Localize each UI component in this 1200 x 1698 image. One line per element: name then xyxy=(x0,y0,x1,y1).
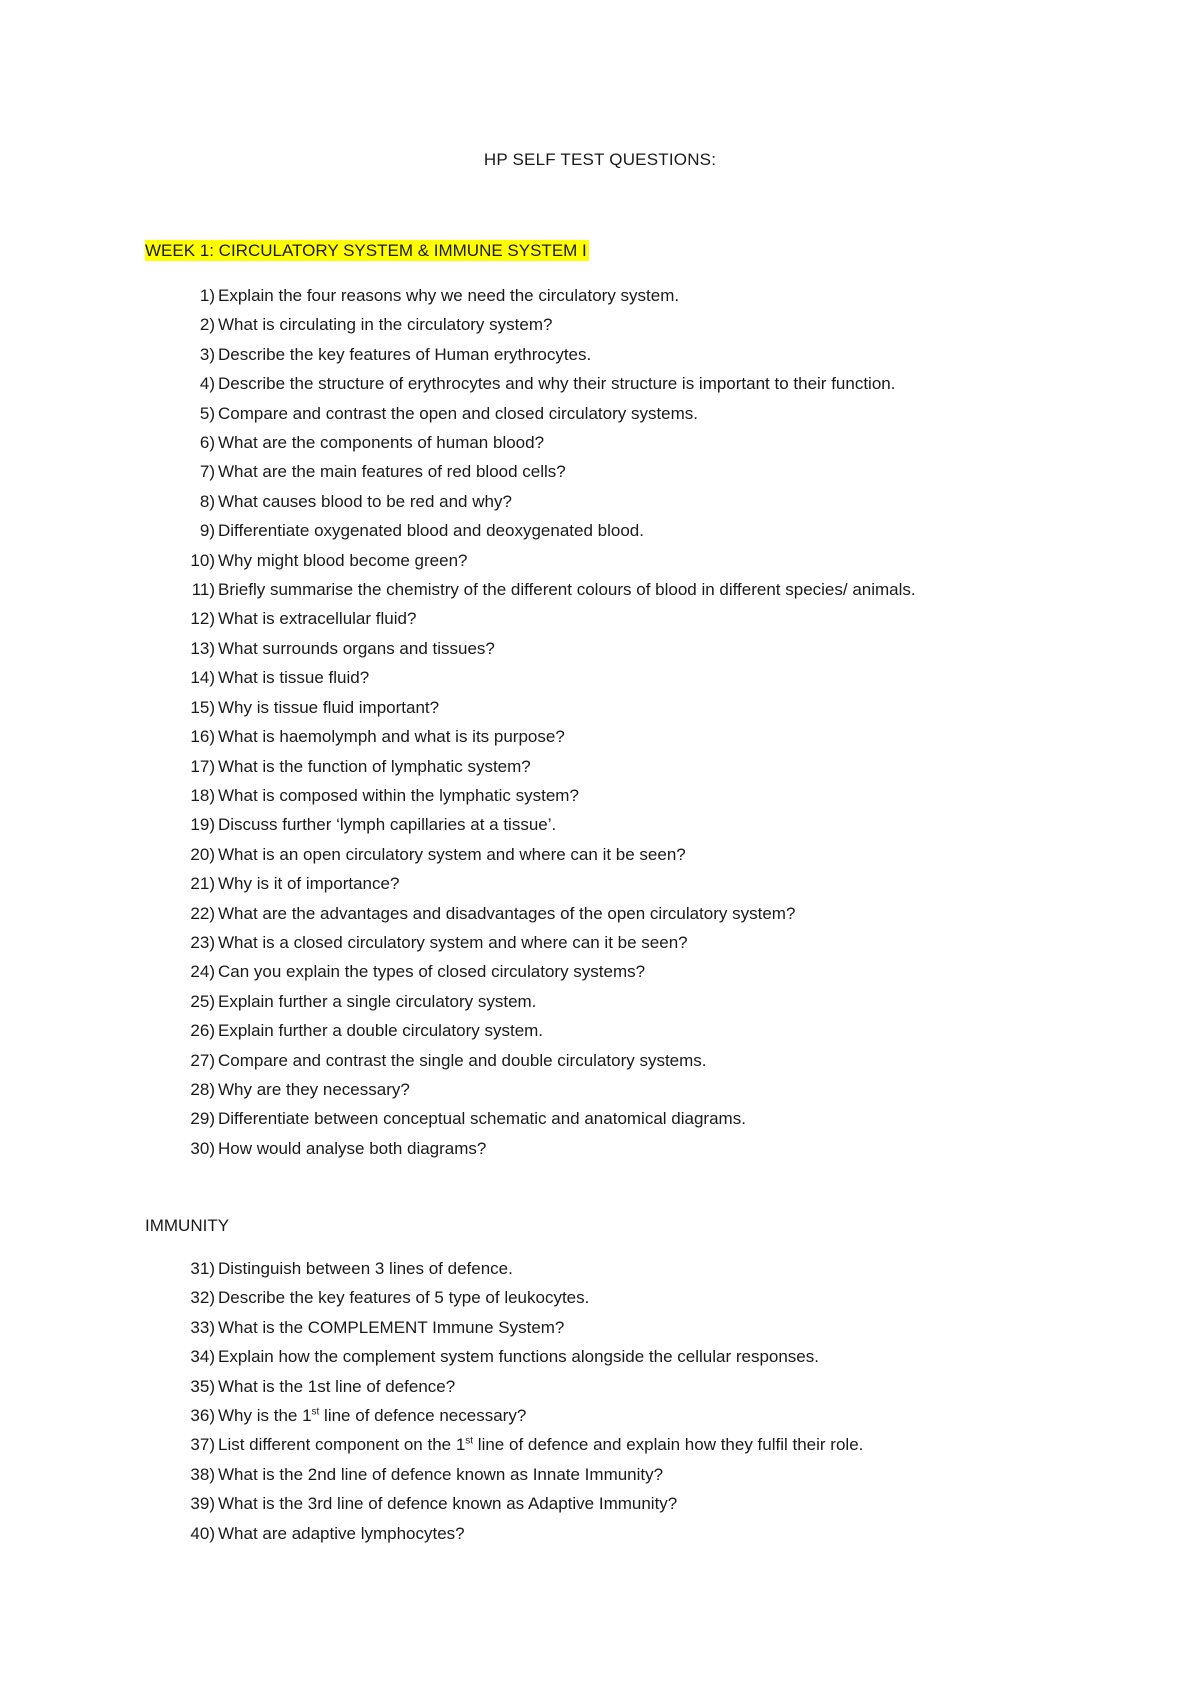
question-number: 24) xyxy=(190,962,215,982)
week1-question-list xyxy=(145,281,1075,1163)
question-item xyxy=(145,693,1075,722)
question-text: What is composed within the lymphatic system? xyxy=(218,785,579,805)
question-text: What is extracellular fluid? xyxy=(218,609,417,629)
question-text: Compare and contrast the open and closed circulatory systems. xyxy=(218,403,699,423)
question-number: 10) xyxy=(190,550,215,570)
question-text: Explain further a double circulatory system. xyxy=(218,1021,544,1041)
question-item xyxy=(145,1016,1075,1045)
week-heading-highlight: WEEK 1: CIRCULATORY SYSTEM & IMMUNE SYSTEM I xyxy=(145,241,587,260)
question-text: What is circulating in the circulatory system? xyxy=(218,315,553,335)
question-text: What is the 2nd line of defence known as Innate Immunity? xyxy=(218,1464,664,1484)
question-text: Can you explain the types of closed circulatory systems? xyxy=(218,962,646,982)
question-item xyxy=(145,1313,1075,1342)
question-number: 31) xyxy=(190,1259,215,1278)
question-item xyxy=(145,781,1075,810)
question-number: 32) xyxy=(190,1288,215,1308)
question-text: What are adaptive lymphocytes? xyxy=(218,1523,465,1543)
question-text: Explain further a single circulatory system. xyxy=(218,991,537,1011)
question-number: 2) xyxy=(199,315,215,335)
question-item xyxy=(145,457,1075,486)
question-text: Why might blood become green? xyxy=(218,550,468,570)
immunity-section-heading: IMMUNITY xyxy=(145,1216,230,1235)
question-item xyxy=(145,1283,1075,1312)
question-item xyxy=(145,957,1075,986)
immunity-question-list xyxy=(145,1254,1075,1548)
question-item xyxy=(145,1430,1075,1459)
question-item xyxy=(145,1075,1075,1104)
question-number: 3) xyxy=(199,344,215,364)
question-text: What are the main features of red blood cells? xyxy=(218,462,566,482)
question-text: Differentiate oxygenated blood and deoxygenated blood. xyxy=(218,521,644,541)
week-heading xyxy=(145,240,589,262)
question-number: 16) xyxy=(190,727,215,747)
question-item xyxy=(145,428,1075,457)
question-text: Why is tissue fluid important? xyxy=(218,697,440,717)
question-text: What is the function of lymphatic system? xyxy=(218,756,531,776)
question-item xyxy=(145,546,1075,575)
question-number: 14) xyxy=(190,668,215,688)
question-text: What surrounds organs and tissues? xyxy=(218,638,495,658)
ordinal-superscript: st xyxy=(465,1435,474,1447)
question-text: What are the advantages and disadvantages of the open circulatory system? xyxy=(218,903,796,923)
question-text: Describe the key features of Human erythrocytes. xyxy=(218,344,592,364)
question-number: 30) xyxy=(190,1138,215,1158)
question-item xyxy=(145,487,1075,516)
question-item xyxy=(145,1460,1075,1489)
question-number: 15) xyxy=(190,697,215,717)
question-item xyxy=(145,752,1075,781)
question-number: 22) xyxy=(190,903,215,923)
question-item xyxy=(145,928,1075,957)
question-number: 37) xyxy=(190,1435,215,1455)
question-item xyxy=(145,1401,1075,1430)
question-text: What is an open circulatory system and where can it be seen? xyxy=(218,844,686,864)
question-item xyxy=(145,663,1075,692)
question-number: 29) xyxy=(190,1109,215,1129)
question-number: 1) xyxy=(199,286,215,305)
question-number: 19) xyxy=(190,815,215,835)
question-item xyxy=(145,1134,1075,1163)
question-number: 17) xyxy=(190,756,215,776)
question-number: 38) xyxy=(190,1464,215,1484)
question-text-part: List different component on the 1 xyxy=(218,1435,466,1455)
question-item xyxy=(145,840,1075,869)
question-item xyxy=(145,1519,1075,1548)
question-item xyxy=(145,1372,1075,1401)
question-number: 20) xyxy=(190,844,215,864)
question-text: Discuss further ‘lymph capillaries at a tissue’. xyxy=(218,815,557,835)
question-item xyxy=(145,1489,1075,1518)
question-number: 21) xyxy=(190,874,215,894)
question-text: Explain the four reasons why we need the circulatory system. xyxy=(218,286,680,305)
question-item xyxy=(145,310,1075,339)
question-number: 13) xyxy=(190,638,215,658)
question-item xyxy=(145,1104,1075,1133)
question-number: 39) xyxy=(190,1494,215,1514)
question-text: Differentiate between conceptual schematic and anatomical diagrams. xyxy=(218,1109,746,1129)
question-number: 12) xyxy=(190,609,215,629)
question-number: 36) xyxy=(190,1406,215,1426)
question-item xyxy=(145,516,1075,545)
question-number: 26) xyxy=(190,1021,215,1041)
question-number: 4) xyxy=(199,374,215,394)
question-text: How would analyse both diagrams? xyxy=(218,1138,487,1158)
question-text: What are the components of human blood? xyxy=(218,433,545,453)
question-text xyxy=(218,1435,863,1454)
question-number: 23) xyxy=(190,932,215,952)
question-text: Describe the key features of 5 type of leukocytes. xyxy=(218,1288,590,1308)
question-item xyxy=(145,987,1075,1016)
question-item xyxy=(145,1254,1075,1283)
question-number: 7) xyxy=(199,462,215,482)
question-item xyxy=(145,1046,1075,1075)
question-item xyxy=(145,899,1075,928)
question-item xyxy=(145,810,1075,839)
question-item xyxy=(145,369,1075,398)
question-number: 18) xyxy=(190,785,215,805)
question-text: Why are they necessary? xyxy=(218,1079,410,1099)
question-number: 27) xyxy=(190,1050,215,1070)
question-text-part: line of defence and explain how they fulfil their role. xyxy=(473,1435,864,1455)
question-number: 34) xyxy=(190,1347,215,1367)
question-text: What is the 1st line of defence? xyxy=(218,1376,456,1396)
question-number: 33) xyxy=(190,1317,215,1337)
question-number: 9) xyxy=(199,521,215,541)
question-text: Explain how the complement system functions alongside the cellular responses. xyxy=(218,1347,819,1367)
question-text: Compare and contrast the single and double circulatory systems. xyxy=(218,1050,707,1070)
question-number: 35) xyxy=(190,1376,215,1396)
question-text-part: line of defence necessary? xyxy=(319,1406,527,1426)
question-item xyxy=(145,281,1075,310)
question-text: Distinguish between 3 lines of defence. xyxy=(218,1259,513,1278)
question-item xyxy=(145,604,1075,633)
question-number: 5) xyxy=(199,403,215,423)
question-text: What is a closed circulatory system and where can it be seen? xyxy=(218,932,688,952)
question-number: 8) xyxy=(199,491,215,511)
ordinal-superscript: st xyxy=(311,1406,320,1418)
question-item xyxy=(145,340,1075,369)
question-item xyxy=(145,869,1075,898)
question-item xyxy=(145,399,1075,428)
document-title: HP SELF TEST QUESTIONS: xyxy=(483,150,717,169)
question-text: Briefly summarise the chemistry of the different colours of blood in different species/ animals. xyxy=(218,580,916,600)
question-text: What is haemolymph and what is its purpose? xyxy=(218,727,565,747)
question-number: 11) xyxy=(191,580,215,600)
question-text: What is the 3rd line of defence known as Adaptive Immunity? xyxy=(218,1494,678,1514)
question-text: Why is it of importance? xyxy=(218,874,400,894)
question-number: 40) xyxy=(190,1523,215,1543)
question-number: 6) xyxy=(199,433,215,453)
question-text xyxy=(218,1406,526,1425)
question-text: Describe the structure of erythrocytes and why their structure is important to their function. xyxy=(218,374,896,394)
question-text: What is the COMPLEMENT Immune System? xyxy=(218,1317,565,1337)
question-text: What is tissue fluid? xyxy=(218,668,370,688)
question-number: 28) xyxy=(190,1079,215,1099)
question-item xyxy=(145,722,1075,751)
question-item xyxy=(145,634,1075,663)
question-item xyxy=(145,575,1075,604)
question-number: 25) xyxy=(190,991,215,1011)
question-item xyxy=(145,1342,1075,1371)
question-text-part: Why is the 1 xyxy=(218,1406,312,1426)
question-text: What causes blood to be red and why? xyxy=(218,491,512,511)
